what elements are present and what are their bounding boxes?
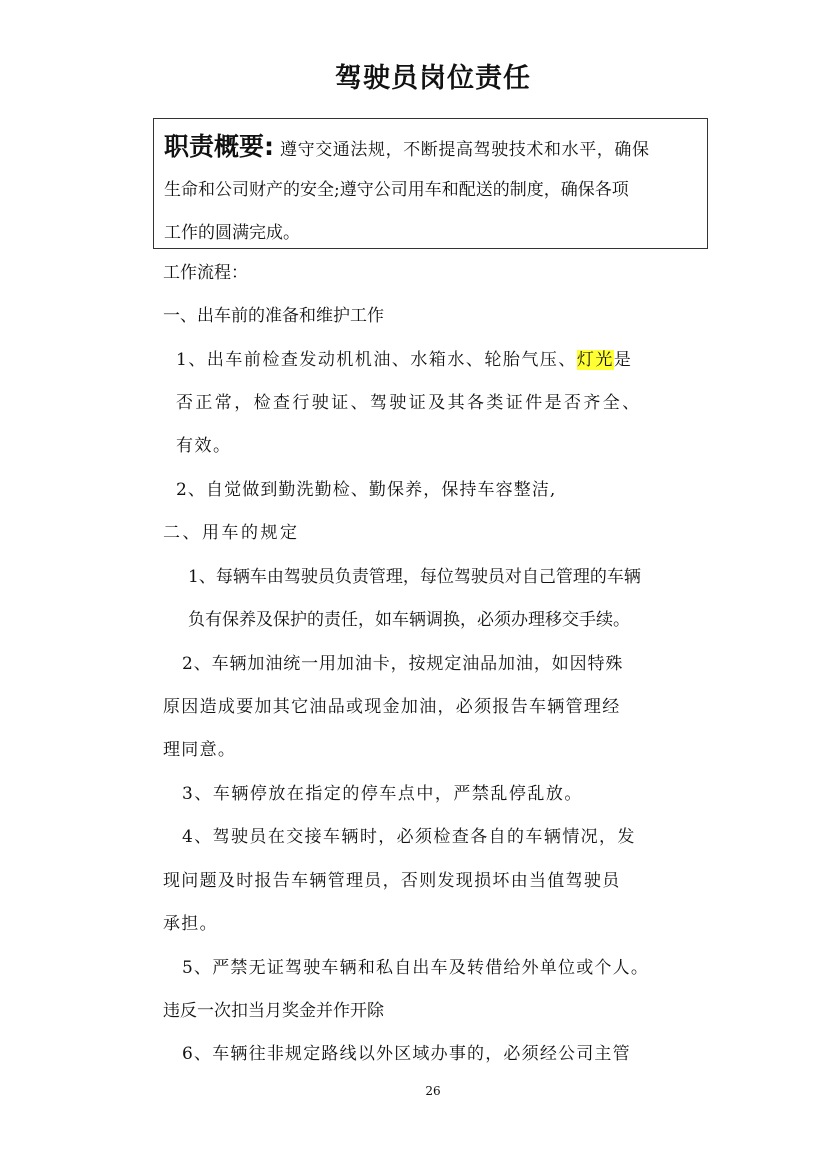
section2-item5-line1: 5、严禁无证驾驶车辆和私自出车及转借给外单位或个人。: [182, 958, 650, 978]
summary-label: 职责概要:: [164, 132, 274, 161]
section1-item1-text-post: 是: [613, 350, 633, 370]
section2-item2-line2: 原因造成要加其它油品或现金加油，必须报告车辆管理经: [163, 697, 621, 717]
section1-item1-text-pre: 1、出车前检查发动机机油、水箱水、轮胎气压、: [176, 350, 577, 370]
summary-text-1: 遵守交通法规，不断提高驾驶技术和水平，确保: [280, 140, 650, 160]
page-number: 26: [425, 1084, 441, 1098]
page-title: 驾驶员岗位责任: [335, 63, 531, 94]
section1-heading: 一、出车前的准备和维护工作: [163, 306, 384, 326]
section2-item4-line2: 现问题及时报告车辆管理员，否则发现损坏由当值驾驶员: [163, 871, 621, 891]
section2-item1-line1: 1、每辆车由驾驶员负责管理，每位驾驶员对自己管理的车辆: [188, 567, 641, 587]
section1-item2: 2、自觉做到勤洗勤检、勤保养，保持车容整洁,: [176, 480, 557, 500]
section1-item1-line2: 否正常，检查行驶证、驾驶证及其各类证件是否齐全、: [176, 393, 642, 413]
summary-line-1: [164, 127, 650, 163]
section2-item4-line3: 承担。: [163, 914, 218, 934]
section2-item2-line3: 理同意。: [163, 740, 237, 760]
section1-item1-line3: 有效。: [176, 436, 232, 456]
section2-item4-line1: 4、驾驶员在交接车辆时，必须检查各自的车辆情况，发: [182, 827, 636, 847]
section2-item5-line2: 违反一次扣当月奖金并作开除: [163, 1001, 384, 1021]
section2-heading: 二、用车的规定: [163, 523, 300, 543]
section2-item2-line1: 2、车辆加油统一用加油卡，按规定油品加油，如因特殊: [182, 654, 624, 674]
section2-item3: 3、车辆停放在指定的停车点中，严禁乱停乱放。: [182, 784, 583, 804]
workflow-heading: 工作流程：: [163, 263, 248, 283]
section2-item1-line2: 负有保养及保护的责任，如车辆调换，必须办理移交手续。: [188, 610, 630, 630]
section2-item6-line1: 6、车辆往非规定路线以外区域办事的，必须经公司主管: [182, 1044, 631, 1064]
highlighted-text: 灯光: [576, 350, 614, 370]
summary-box: [153, 118, 708, 249]
summary-line-3: 工作的圆满完成。: [164, 223, 300, 243]
summary-line-2: 生命和公司财产的安全;遵守公司用车和配送的制度，确保各项: [164, 180, 629, 200]
section1-item1-line1: [176, 349, 632, 371]
